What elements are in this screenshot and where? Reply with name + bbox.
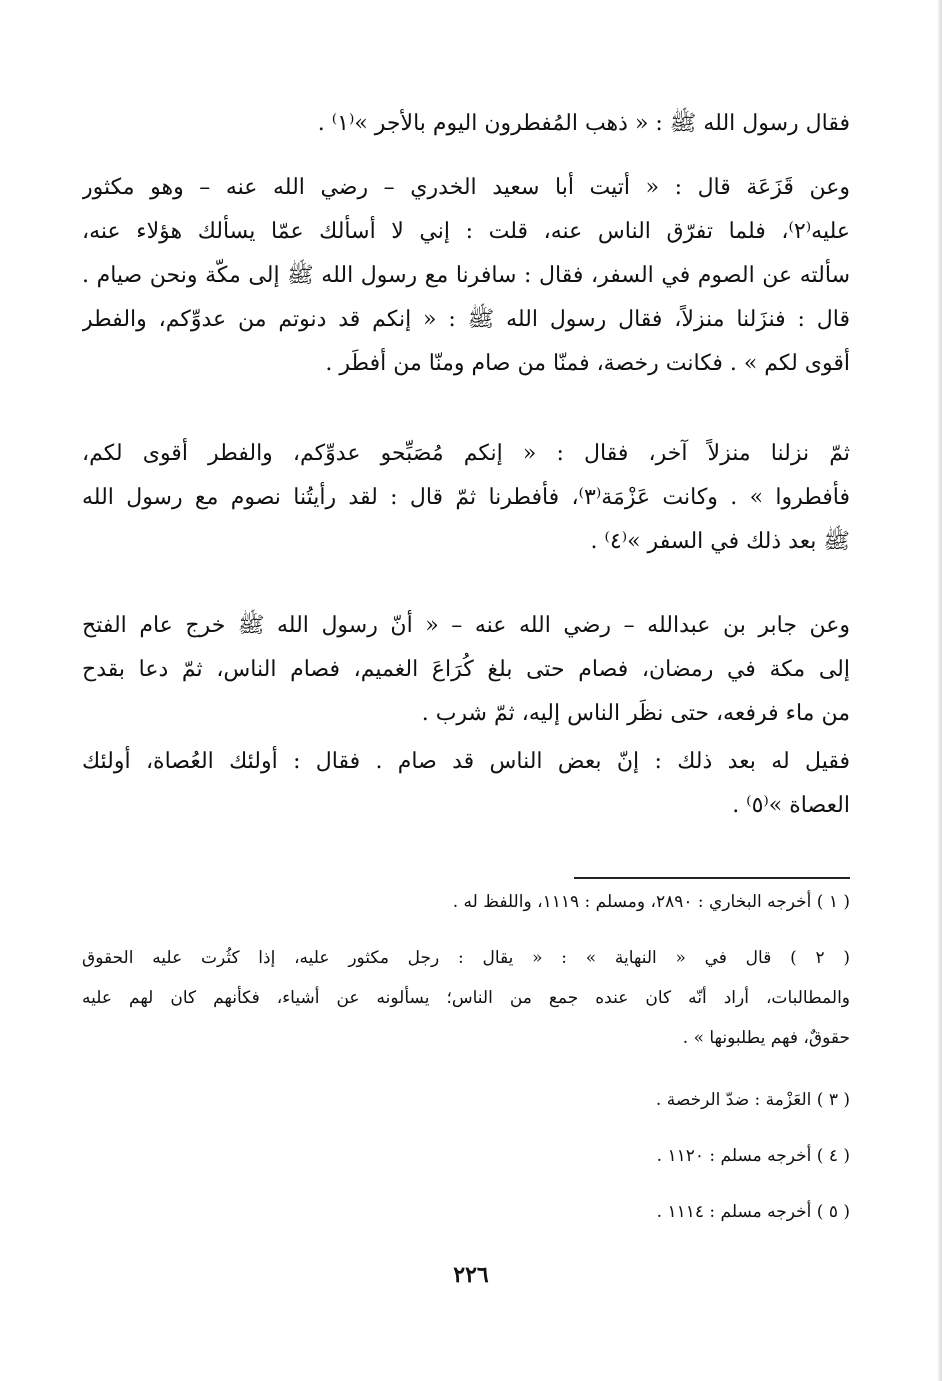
footnote-5 [82,1192,850,1232]
footnote-line: ( ٢ ) قال في « النهاية » : « يقال : رجل مكثور عليه، إذا كثُرت عليه الحقوق [82,948,850,968]
footnote-line: ( ١ ) أخرجه البخاري : ٢٨٩٠، ومسلم : ١١١٩، واللفظ له . [452,892,850,912]
text-line: عليه⁽٢⁾، فلما تفرّق الناس عنه، قلت : إني لا أسألك عمّا يسألك هؤلاء عنه، [82,219,850,244]
paragraph-5 [82,740,850,828]
text-line: فقيل له بعد ذلك : إنّ بعض الناس قد صام . فقال : أولئك العُصاة، أولئك [82,749,850,774]
scan-edge [938,0,942,1381]
text-line: ﷺ بعد ذلك في السفر »⁽٤⁾ . [590,529,850,554]
footnote-line: حقوقٌ، فهم يطلبونها » . [682,1028,850,1048]
footnote-2 [82,938,850,1058]
paragraph-2 [82,166,850,386]
text-line: فقال رسول الله ﷺ : « ذهب المُفطرون اليوم بالأجر »⁽١⁾ . [317,111,850,136]
text-line: أقوى لكم » . فكانت رخصة، فمنّا من صام ومنّا من أفطَر . [325,351,850,376]
text-line: العصاة »⁽٥⁾ . [732,793,850,818]
footnote-4 [82,1136,850,1176]
footnote-line: ( ٥ ) أخرجه مسلم : ١١١٤ . [656,1202,850,1222]
text-line: فأفطروا » . وكانت عَزْمَة⁽٣⁾، فأفطرنا ثمّ قال : لقد رأيتُنا نصوم مع رسول الله [82,485,850,510]
text-line: وعن قَزَعَة قال : « أتيت أبا سعيد الخدري – رضي الله عنه – وهو مكثور [82,175,850,200]
footnote-1 [82,882,850,922]
footnote-separator [574,877,850,879]
footnote-line: ( ٤ ) أخرجه مسلم : ١١٢٠ . [656,1146,850,1166]
footnote-3 [82,1080,850,1120]
text-line: من ماء فرفعه، حتى نظَر الناس إليه، ثمّ شرب . [421,701,850,726]
text-line: إلى مكة في رمضان، فصام حتى بلغ كُرَاعَ الغميم، فصام الناس، ثمّ دعا بقدح [82,657,850,682]
page-number: ٢٢٦ [453,1262,489,1288]
text-line: ثمّ نزلنا منزلاً آخر، فقال : « إنكم مُصَبِّحو عدوِّكم، والفطر أقوى لكم، [82,441,850,466]
paragraph-4 [82,604,850,736]
paragraph-3 [82,432,850,564]
paragraph-1 [82,102,850,146]
text-line: سألته عن الصوم في السفر، فقال : سافرنا مع رسول الله ﷺ إلى مكّة ونحن صيام . [82,263,850,288]
text-line: وعن جابر بن عبدالله – رضي الله عنه – « أنّ رسول الله ﷺ خرج عام الفتح [82,613,850,638]
footnote-line: ( ٣ ) العَزْمة : ضدّ الرخصة . [655,1090,850,1110]
text-line: قال : فنزَلنا منزلاً، فقال رسول الله ﷺ : « إنكم قد دنوتم من عدوِّكم، والفطر [82,307,850,332]
footnote-line: والمطالبات، أراد أنّه كان عنده جمع من الناس؛ يسألونه عن أشياء، فكأنهم كان لهم عليه [82,988,850,1008]
